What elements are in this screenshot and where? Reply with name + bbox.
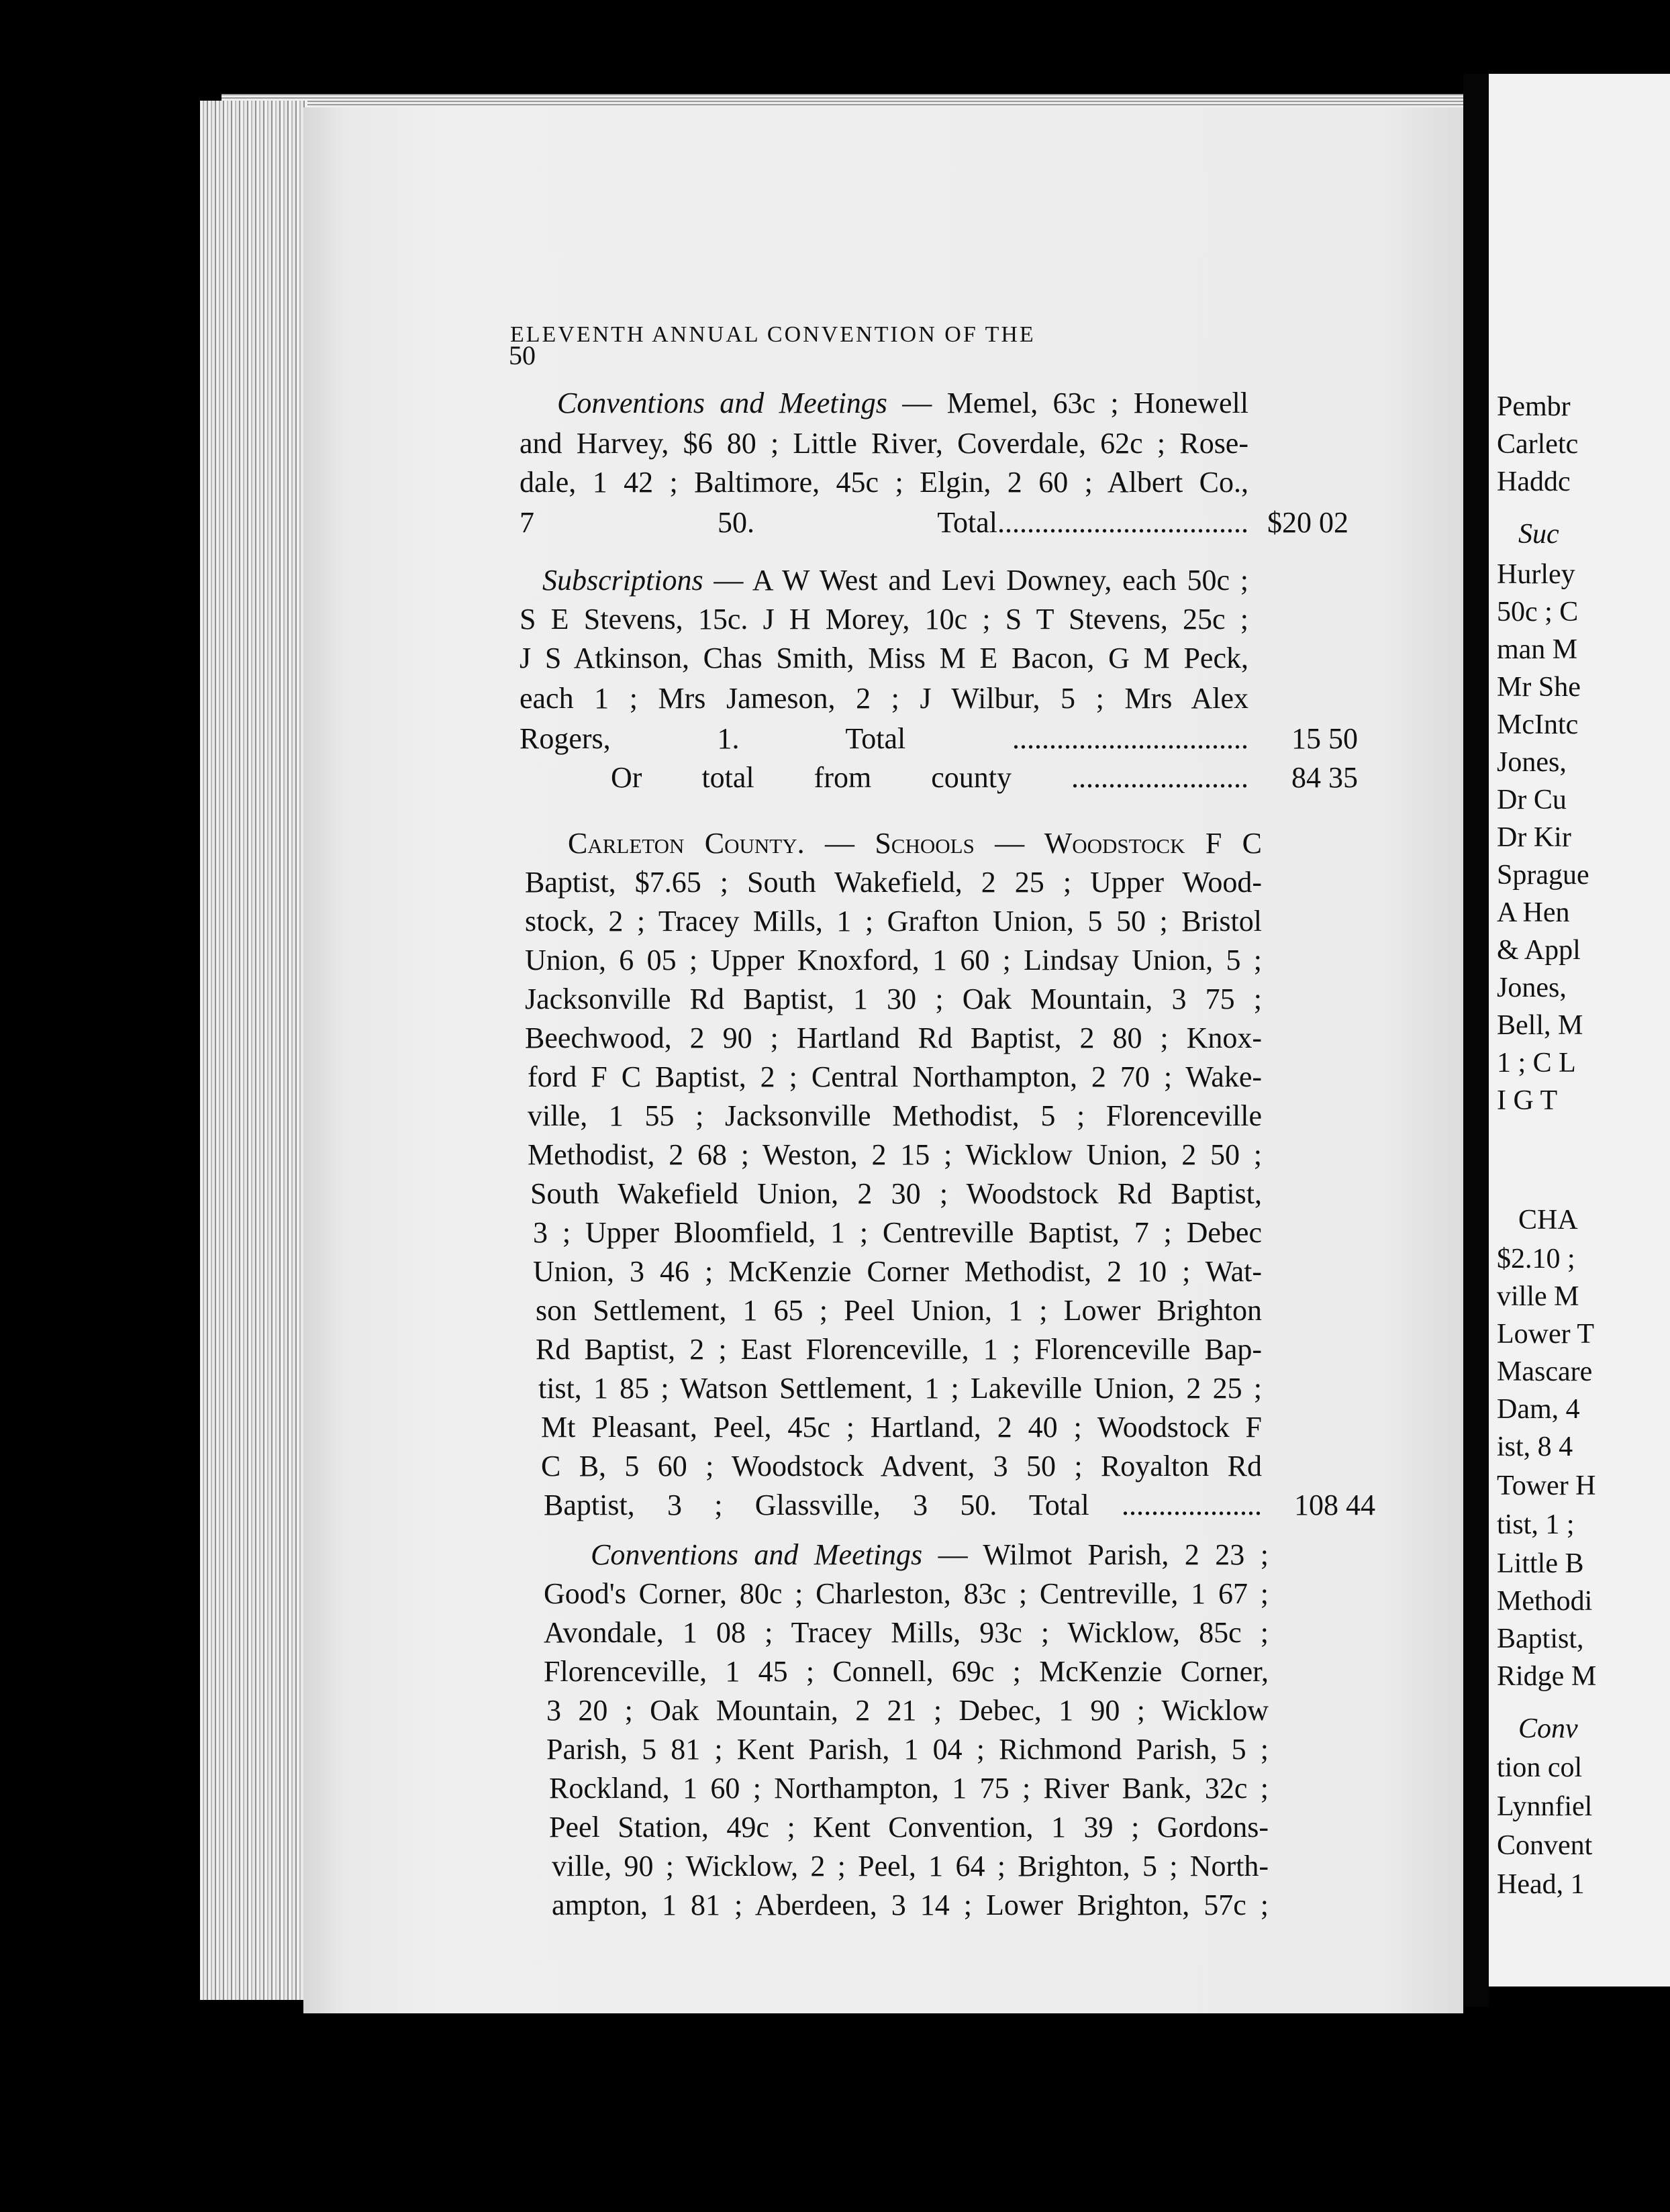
right-page-fragment: Suc (1518, 519, 1559, 550)
right-page-fragment: ist, 8 4 (1497, 1431, 1573, 1462)
text-line: Subscriptions — A W West and Levi Downey, each 50c ; (542, 564, 1248, 597)
text-line: dale, 1 42 ; Baltimore, 45c ; Elgin, 2 60 ; Albert Co., (520, 466, 1248, 499)
text-line: each 1 ; Mrs Jameson, 2 ; J Wilbur, 5 ; Mrs Alex (520, 682, 1248, 715)
running-head: ELEVENTH ANNUAL CONVENTION OF THE (510, 322, 1036, 347)
text-line: stock, 2 ; Tracey Mills, 1 ; Grafton Union, 5 50 ; Bristol (525, 905, 1262, 938)
right-page-fragment: Mascare (1497, 1356, 1593, 1387)
text-line: Avondale, 1 08 ; Tracey Mills, 93c ; Wicklow, 85c ; (544, 1616, 1269, 1649)
text-line: Rogers, 1. Total ................................ (520, 722, 1248, 755)
section-heading: Conventions and Meetings (557, 387, 887, 419)
text-line: S E Stevens, 15c. J H Morey, 10c ; S T Stevens, 25c ; (520, 603, 1248, 636)
text-line: Beechwood, 2 90 ; Hartland Rd Baptist, 2 80 ; Knox- (525, 1021, 1262, 1054)
text-line: Mt Pleasant, Peel, 45c ; Hartland, 2 40 ; Woodstock F (541, 1411, 1262, 1444)
text-line: Conventions and Meetings — Memel, 63c ; Honewell (557, 387, 1248, 419)
right-page-fragment: CHA (1518, 1205, 1578, 1236)
right-page-fragment: tist, 1 ; (1497, 1509, 1575, 1540)
amount-total: 108 44 (1294, 1489, 1375, 1521)
right-page-fragment: ville M (1497, 1281, 1579, 1312)
text-line: Rd Baptist, 2 ; East Florenceville, 1 ; Florenceville Bap- (536, 1333, 1262, 1366)
text-line: Peel Station, 49c ; Kent Convention, 1 39 ; Gordons- (549, 1811, 1269, 1844)
right-page-fragment: & Appl (1497, 935, 1581, 966)
right-page-fragment: Dr Cu (1497, 785, 1567, 815)
text-line: J S Atkinson, Chas Smith, Miss M E Bacon, G M Peck, (520, 642, 1248, 674)
text-line: South Wakefield Union, 2 30 ; Woodstock Rd Baptist, (530, 1177, 1262, 1210)
text-line: Good's Corner, 80c ; Charleston, 83c ; Centreville, 1 67 ; (544, 1577, 1269, 1610)
right-page-fragment: Methodi (1497, 1586, 1593, 1617)
section-heading: Subscriptions (542, 564, 703, 597)
right-page-fragment: Jones, (1497, 972, 1567, 1003)
amount-total: $20 02 (1267, 506, 1348, 539)
right-page-fragment: Head, 1 (1497, 1869, 1585, 1900)
right-page-fragment: Dr Kir (1497, 822, 1571, 853)
text-line: tist, 1 85 ; Watson Settlement, 1 ; Lakeville Union, 2 25 ; (538, 1372, 1262, 1405)
right-page-fragment: tion col (1497, 1752, 1583, 1783)
right-page-fragment: McIntc (1497, 709, 1579, 740)
text-line: and Harvey, $6 80 ; Little River, Coverdale, 62c ; Rose- (520, 427, 1248, 460)
right-page-fragment: Baptist, (1497, 1623, 1584, 1654)
right-page-fragment: Conv (1518, 1713, 1578, 1744)
right-page-fragment: man M (1497, 634, 1578, 665)
text-line: Florenceville, 1 45 ; Connell, 69c ; McKenzie Corner, (544, 1655, 1269, 1688)
text-line: ville, 1 55 ; Jacksonville Methodist, 5 ; Florenceville (528, 1099, 1262, 1132)
page-stack-edges (200, 101, 307, 2000)
text-line: 3 20 ; Oak Mountain, 2 21 ; Debec, 1 90 ; Wicklow (546, 1694, 1269, 1727)
text-line: 3 ; Upper Bloomfield, 1 ; Centreville Baptist, 7 ; Debec (533, 1216, 1262, 1249)
text-line: Methodist, 2 68 ; Weston, 2 15 ; Wicklow Union, 2 50 ; (528, 1138, 1262, 1171)
right-page-fragment: Lower T (1497, 1319, 1595, 1350)
book-gutter (1463, 74, 1489, 2007)
right-page-fragment: Tower H (1497, 1470, 1596, 1501)
right-page-fragment: Bell, M (1497, 1010, 1583, 1041)
amount-total: 15 50 (1291, 722, 1358, 755)
text-line: Parish, 5 81 ; Kent Parish, 1 04 ; Richmond Parish, 5 ; (546, 1733, 1269, 1766)
right-page-fragment: Sprague (1497, 860, 1589, 891)
text-line: Rockland, 1 60 ; Northampton, 1 75 ; River Bank, 32c ; (549, 1772, 1269, 1805)
text-line: Jacksonville Rd Baptist, 1 30 ; Oak Mountain, 3 75 ; (525, 983, 1262, 1015)
right-page-fragment: Carletc (1497, 429, 1579, 460)
text-line: Union, 6 05 ; Upper Knoxford, 1 60 ; Lindsay Union, 5 ; (525, 944, 1262, 976)
text-line: 7 50. Total.................................. (520, 506, 1248, 539)
right-page-fragment: Lynnfiel (1497, 1791, 1593, 1822)
right-page-fragment: $2.10 ; (1497, 1244, 1575, 1274)
right-page-fragment: Mr She (1497, 672, 1581, 703)
right-page-fragment: Haddc (1497, 466, 1571, 497)
text-line: Carleton County. — Schools — Woodstock F C (568, 827, 1262, 860)
text-line: Baptist, 3 ; Glassville, 3 50. Total ................... (544, 1489, 1262, 1521)
text-line: ville, 90 ; Wicklow, 2 ; Peel, 1 64 ; Brighton, 5 ; North- (552, 1850, 1269, 1882)
amount-total: 84 35 (1291, 761, 1358, 794)
text-line: ampton, 1 81 ; Aberdeen, 3 14 ; Lower Brighton, 57c ; (552, 1889, 1269, 1921)
text-line: son Settlement, 1 65 ; Peel Union, 1 ; Lower Brighton (536, 1294, 1262, 1327)
right-page-fragment: Jones, (1497, 747, 1567, 778)
right-page-fragment: 1 ; C L (1497, 1048, 1576, 1078)
right-page-fragment: Dam, 4 (1497, 1394, 1580, 1425)
text-line: C B, 5 60 ; Woodstock Advent, 3 50 ; Royalton Rd (541, 1450, 1262, 1482)
right-page-fragment: A Hen (1497, 897, 1570, 928)
text-line: Baptist, $7.65 ; South Wakefield, 2 25 ; Upper Wood- (525, 866, 1262, 899)
right-page-fragment: Ridge M (1497, 1661, 1597, 1692)
text-line: Or total from county ........................ (611, 761, 1248, 794)
right-page-fragment: Convent (1497, 1830, 1593, 1861)
section-heading: Conventions and Meetings (591, 1538, 923, 1571)
text-line: ford F C Baptist, 2 ; Central Northampton, 2 70 ; Wake- (528, 1060, 1262, 1093)
text-line: Union, 3 46 ; McKenzie Corner Methodist, 2 10 ; Wat- (533, 1255, 1262, 1288)
right-page-fragment: I G T (1497, 1085, 1558, 1116)
right-page-fragment: Little B (1497, 1548, 1584, 1579)
right-page-fragment: Hurley (1497, 559, 1575, 590)
text-line: Conventions and Meetings — Wilmot Parish, 2 23 ; (591, 1538, 1269, 1571)
page-number: 50 (509, 340, 536, 370)
right-page-fragment: 50c ; C (1497, 597, 1579, 627)
right-page-fragment: Pembr (1497, 391, 1571, 422)
